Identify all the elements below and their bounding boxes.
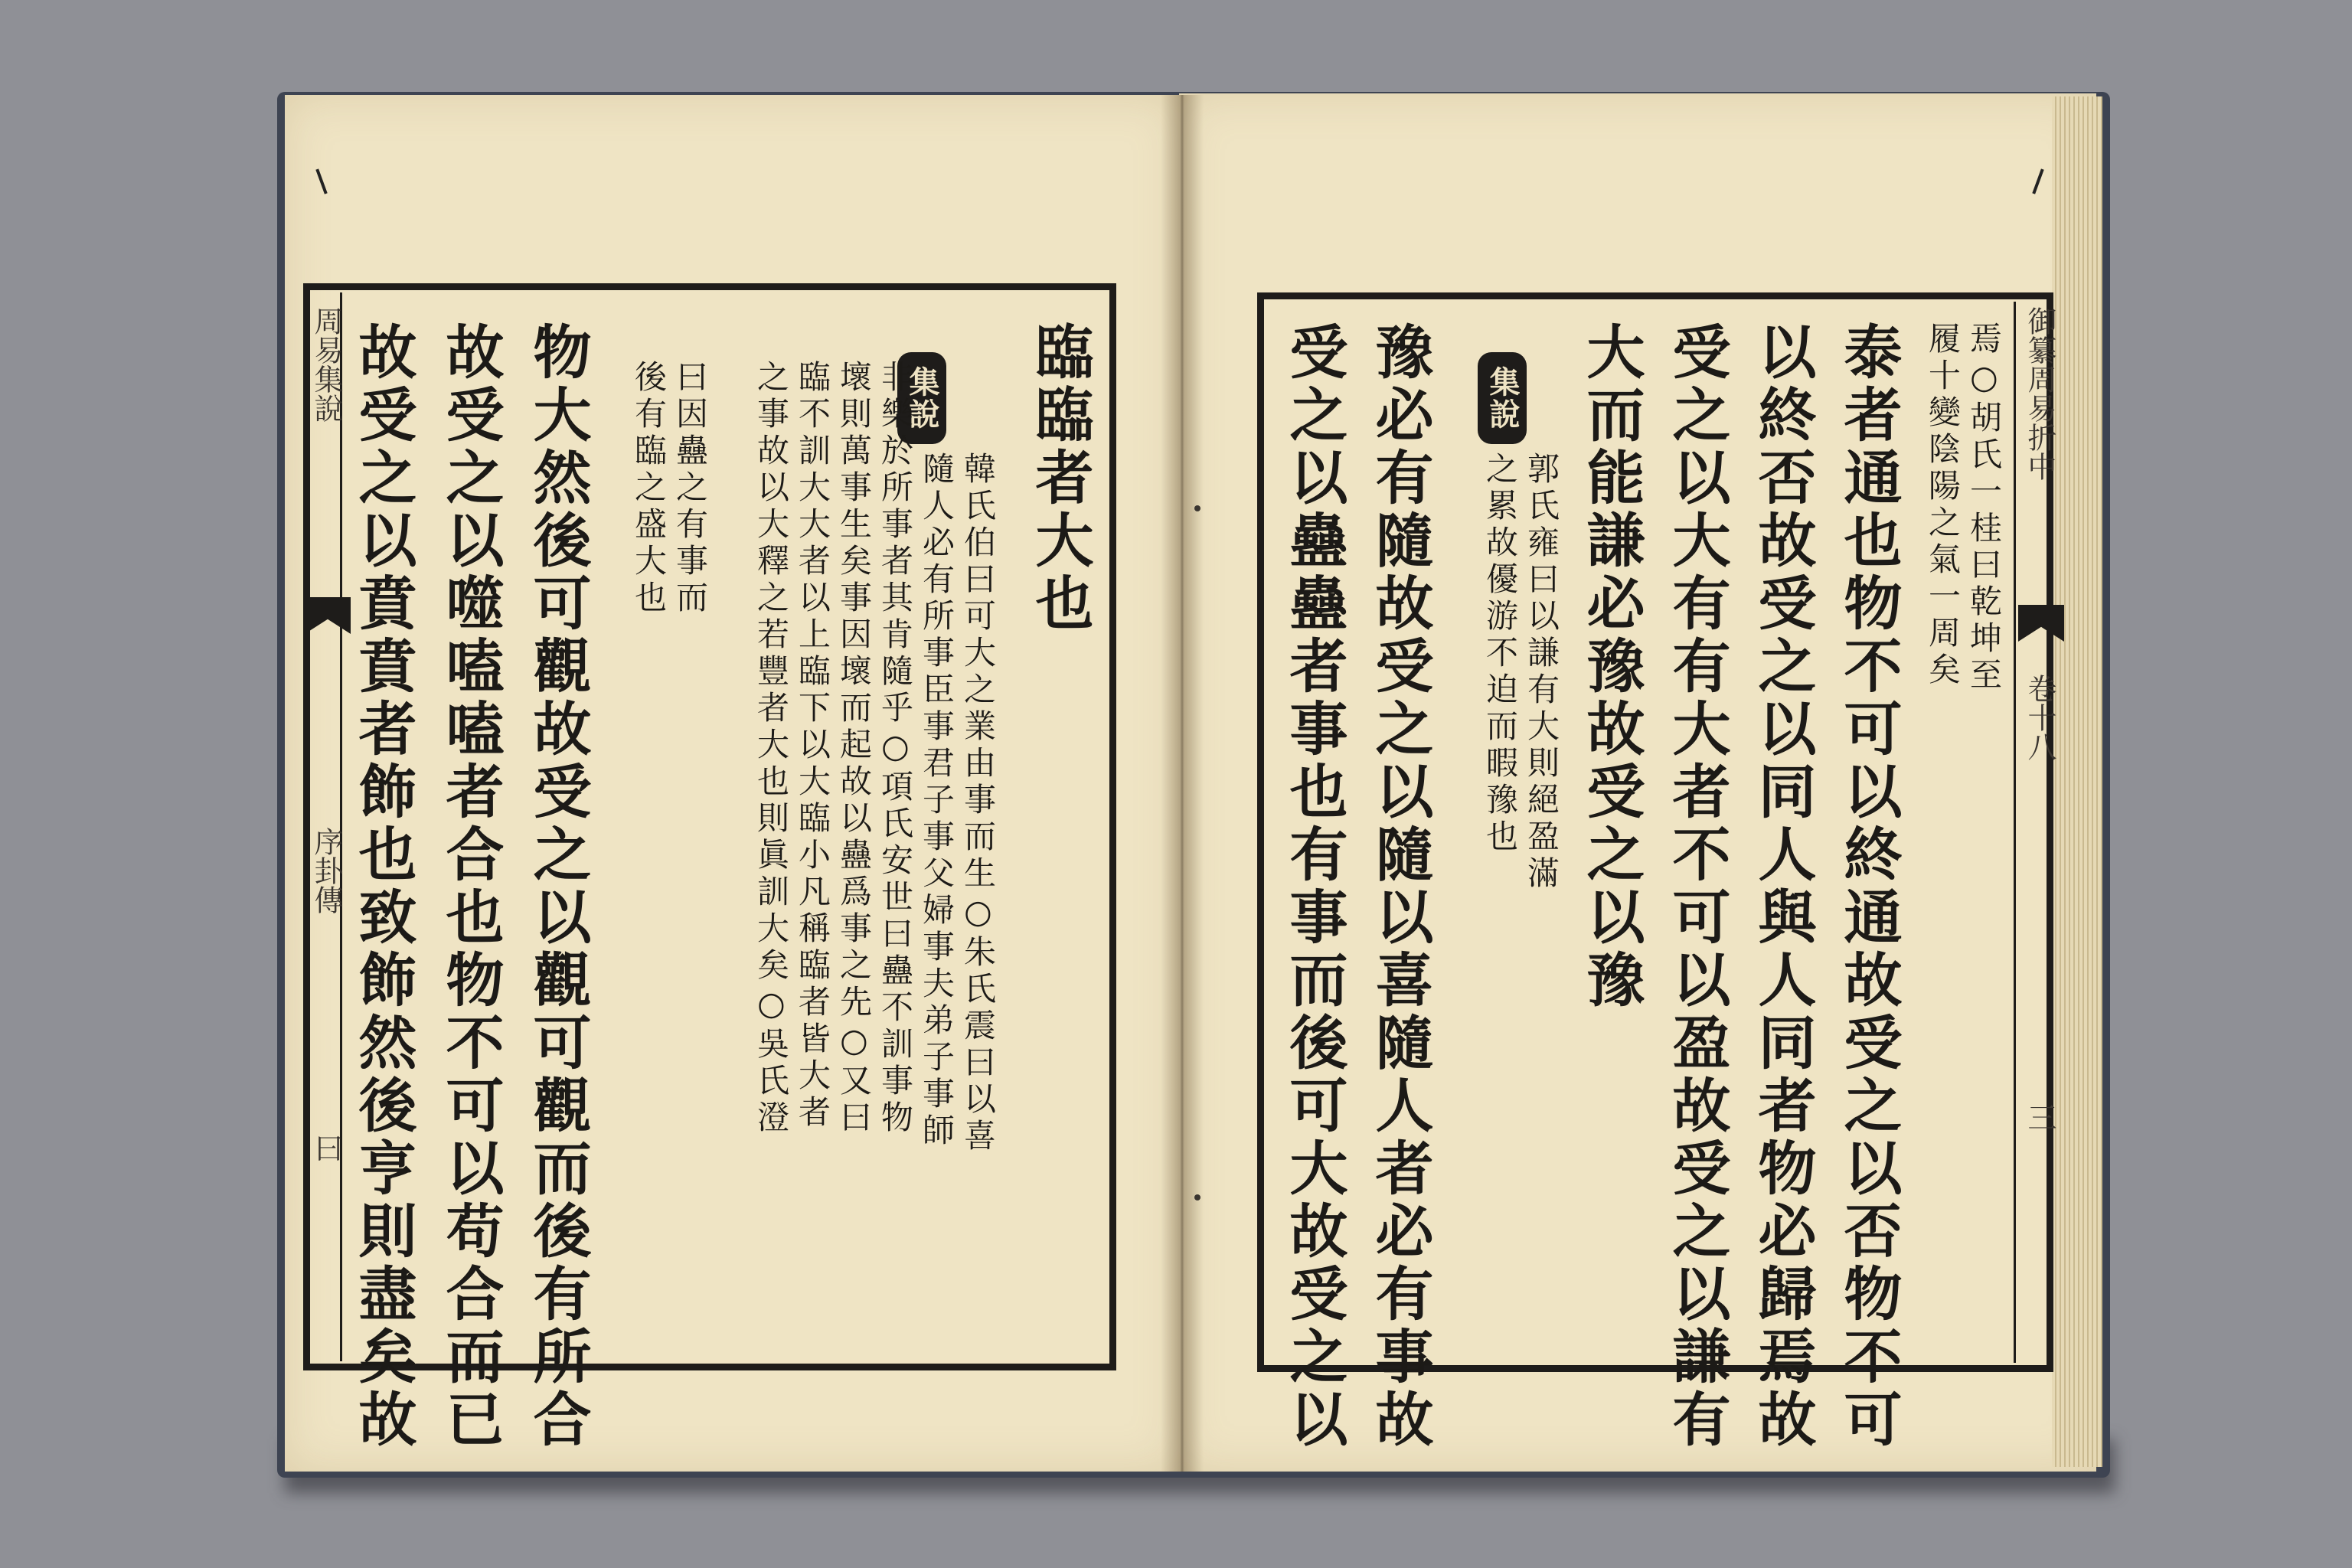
right-margin-number: 卷十八 <box>2023 674 2056 761</box>
commentary-column: 焉○胡氏一桂曰乾坤至 <box>1965 322 2003 694</box>
main-text-column: 故受之以賁賁者飾也致飾然後亨則盡矣故 <box>349 322 417 1452</box>
main-text-column: 故受之以噬嗑嗑者合也物不可以苟合而已 <box>436 322 505 1452</box>
main-text-column: 臨臨者大也 <box>1026 322 1094 635</box>
commentary-column: 壞則萬事生矣事因壞而起故以蠱爲事之先○又曰 <box>835 360 873 1137</box>
commentary-column: 韓氏伯曰可大之業由事而生○朱氏震曰以喜 <box>959 452 997 1155</box>
commentary-column: 曰因蠱之有事而 <box>671 360 709 617</box>
main-text-column: 受之以大有有大者不可以盈故受之以謙有 <box>1663 322 1731 1452</box>
commentary-column: 之累故優游不迫而暇豫也 <box>1481 452 1519 856</box>
commentary-badge: 集說 <box>1478 352 1527 444</box>
commentary-column: 郭氏雍曰以謙有大則絕盈滿 <box>1523 452 1560 893</box>
left-margin-title: 周易集說 <box>309 306 343 423</box>
binding-hole <box>1194 505 1200 511</box>
main-text-column: 泰者通也物不可以終通故受之以否物不可 <box>1834 322 1903 1452</box>
commentary-column: 隨人必有所事臣事君子事父婦事夫弟子事師 <box>918 452 956 1150</box>
commentary-column: 臨不訓大大者以上臨下以大臨小凡稱臨者皆大者 <box>794 360 831 1132</box>
page-edges <box>2052 96 2102 1467</box>
right-margin-title: 御纂周易折中 <box>2023 306 2056 481</box>
book-gutter <box>1161 95 1204 1472</box>
frame-inner-line <box>2014 302 2016 1363</box>
commentary-column: 後有臨之盛大也 <box>630 360 668 617</box>
commentary-column: 之事故以大釋之若豐者大也則眞訓大矣○吳氏澄 <box>753 360 790 1137</box>
main-text-column: 物大然後可觀故受之以觀可觀而後有所合 <box>524 322 592 1452</box>
main-text-column: 大而能謙必豫故受之以豫 <box>1577 322 1645 1012</box>
binding-hole <box>1194 1194 1200 1200</box>
commentary-column: 履十變陰陽之氣一周矣 <box>1924 322 1962 689</box>
left-leaf-marker: 曰 <box>309 1133 343 1162</box>
left-section-label: 序卦傳 <box>309 827 343 914</box>
main-text-column: 以終否故受之以同人與人同者物必歸焉故 <box>1749 322 1817 1452</box>
right-leaf-number: 三 <box>2023 1102 2056 1132</box>
main-text-column: 豫必有隨故受之以隨以喜隨人者必有事故 <box>1366 322 1434 1452</box>
main-text-column: 受之以蠱蠱者事也有事而後可大故受之以 <box>1280 322 1348 1452</box>
commentary-badge: 集說 <box>897 352 946 444</box>
commentary-column: 非樂於所事者其肯隨乎○項氏安世曰蠱不訓事物 <box>877 360 914 1137</box>
